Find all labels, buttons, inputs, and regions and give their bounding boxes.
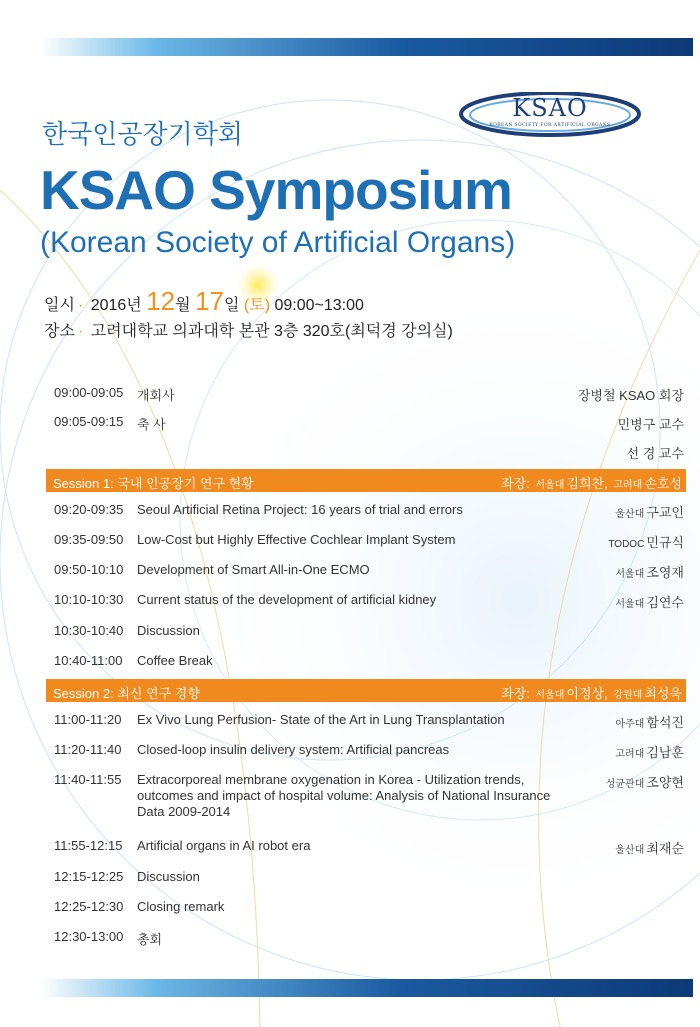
program-row [54,653,684,673]
row-speaker [615,742,684,761]
program-row [54,385,684,405]
program-row [54,443,684,463]
row-title: Discussion [137,869,200,884]
row-title: 총회 [137,932,163,947]
row-speaker [615,592,684,611]
row-title: Coffee Break [137,653,213,668]
logo-text: KSAO [512,94,588,122]
date-time: 09:00~13:00 [274,297,364,314]
event-date [44,286,364,317]
chair-label: 좌장: [501,686,530,701]
chair-name: 최성욱 [644,686,682,701]
program-row [54,414,684,434]
logo-subtext: KOREAN SOCIETY FOR ARTIFICIAL ORGANS [489,123,611,128]
speaker-affiliation: 서울대 [615,569,645,580]
korean-title: 한국인공장기학회 [42,119,243,149]
page-title: KSAO Symposium [40,159,512,221]
speaker-name: 함석진 [646,715,684,730]
chair-name: 이정상, [566,686,608,701]
program-row [54,502,684,522]
row-speaker [615,712,684,731]
separator-dot: · [77,297,84,314]
row-time: 09:35-09:50 [54,532,124,547]
row-speaker [615,502,684,521]
speaker-affiliation: 울산대 [615,509,645,520]
row-time: 12:15-12:25 [54,869,124,884]
program-row [54,623,684,643]
speaker-name: 구교인 [646,505,684,520]
speaker-affiliation: 아주대 [615,719,645,730]
row-time: 09:50-10:10 [54,562,124,577]
row-title: Development of Smart All-in-One ECMO [137,562,370,577]
row-time: 11:20-11:40 [54,742,122,757]
row-title: Current status of the development of artificial kidney [137,592,437,607]
session-1-header [46,469,686,492]
row-speaker [615,838,684,857]
program-row [54,562,684,582]
chair-affiliation: 서울대 [535,480,565,491]
separator-dot: · [77,323,84,340]
date-month: 12 [146,286,176,316]
program-row [54,838,684,858]
session-chairs [501,683,682,702]
speaker-name: 조영재 [646,565,684,580]
session-title: Session 1: 국내 인공장기 연구 현황 [53,476,254,491]
row-title: Artificial organs in AI robot era [137,838,311,853]
speaker-name: 최재순 [646,841,684,856]
session-chairs [501,473,682,492]
date-month-unit: 월 [175,297,191,314]
speaker-name: 민규식 [646,535,684,550]
place-value: 고려대학교 의과대학 본관 3층 320호(최덕경 강의실) [90,323,453,340]
date-year: 2016년 [90,297,142,314]
row-time: 12:30-13:00 [54,929,124,944]
row-time: 09:05-09:15 [54,414,124,429]
row-time: 11:00-11:20 [54,712,122,727]
session-title: Session 2: 최신 연구 경향 [53,686,200,701]
date-day-unit: 일 [223,297,240,314]
date-day: 17 [195,286,224,316]
program-row [54,772,684,826]
program-row [54,712,684,732]
chair-name: 김희찬, [566,476,608,491]
session-2-header [46,679,686,702]
row-time: 09:20-09:35 [54,502,124,517]
ksao-logo [458,92,642,142]
program-row [54,899,684,919]
speaker-affiliation: 서울대 [615,599,645,610]
speaker-affiliation: 울산대 [615,845,645,856]
row-time: 11:40-11:55 [54,772,122,787]
speaker-name: 김남훈 [646,745,684,760]
program-row [54,592,684,612]
row-time: 12:25-12:30 [54,899,124,914]
row-time: 10:30-10:40 [54,623,124,638]
speaker-affiliation: 성균관대 [605,779,645,790]
row-speaker [608,532,684,551]
program-row [54,869,684,889]
row-speaker: 선 경 교수 [626,446,684,461]
row-title: 개회사 [137,388,175,403]
row-title: Closing remark [137,899,225,914]
row-title: Extracorporeal membrane oxygenation in Korea - Utilization trends, outcomes and impact of hospital volume: Analysis of National Insurance Data 2009-2014 [137,772,551,819]
chair-affiliation: 강원대 [613,690,643,701]
speaker-name: 김연수 [646,595,684,610]
chair-affiliation: 고려대 [613,480,643,491]
program-row [54,742,684,762]
row-speaker: 민병구 교수 [617,417,684,432]
date-label: 일시 [44,297,75,314]
row-time: 09:00-09:05 [54,385,124,400]
row-speaker: 장병철 KSAO 회장 [577,388,684,403]
chair-name: 손호성 [644,476,682,491]
row-title: Seoul Artificial Retina Project: 16 years of trial and errors [137,502,463,517]
row-speaker [606,772,684,791]
row-time: 10:10-10:30 [54,592,124,607]
row-speaker [615,562,684,581]
row-title: Discussion [137,623,200,638]
speaker-name: 조양현 [646,775,684,790]
row-title: Low-Cost but Highly Effective Cochlear Implant System [137,532,456,547]
page-subtitle: (Korean Society of Artificial Organs) [40,226,516,259]
row-time: 10:40-11:00 [54,653,123,668]
date-weekday: (토) [243,297,271,314]
place-label: 장소 [44,323,75,340]
row-title: 축 사 [137,417,166,432]
event-place [44,318,453,341]
program-row [54,929,684,949]
row-title: Closed-loop insulin delivery system: Artificial pancreas [137,742,450,757]
row-time: 11:55-12:15 [54,838,123,853]
speaker-affiliation: TODOC [608,539,645,550]
program-row [54,532,684,552]
chair-affiliation: 서울대 [535,690,565,701]
speaker-affiliation: 고려대 [615,749,645,760]
row-title: Ex Vivo Lung Perfusion- State of the Art in Lung Transplantation [137,712,505,727]
chair-label: 좌장: [501,476,530,491]
